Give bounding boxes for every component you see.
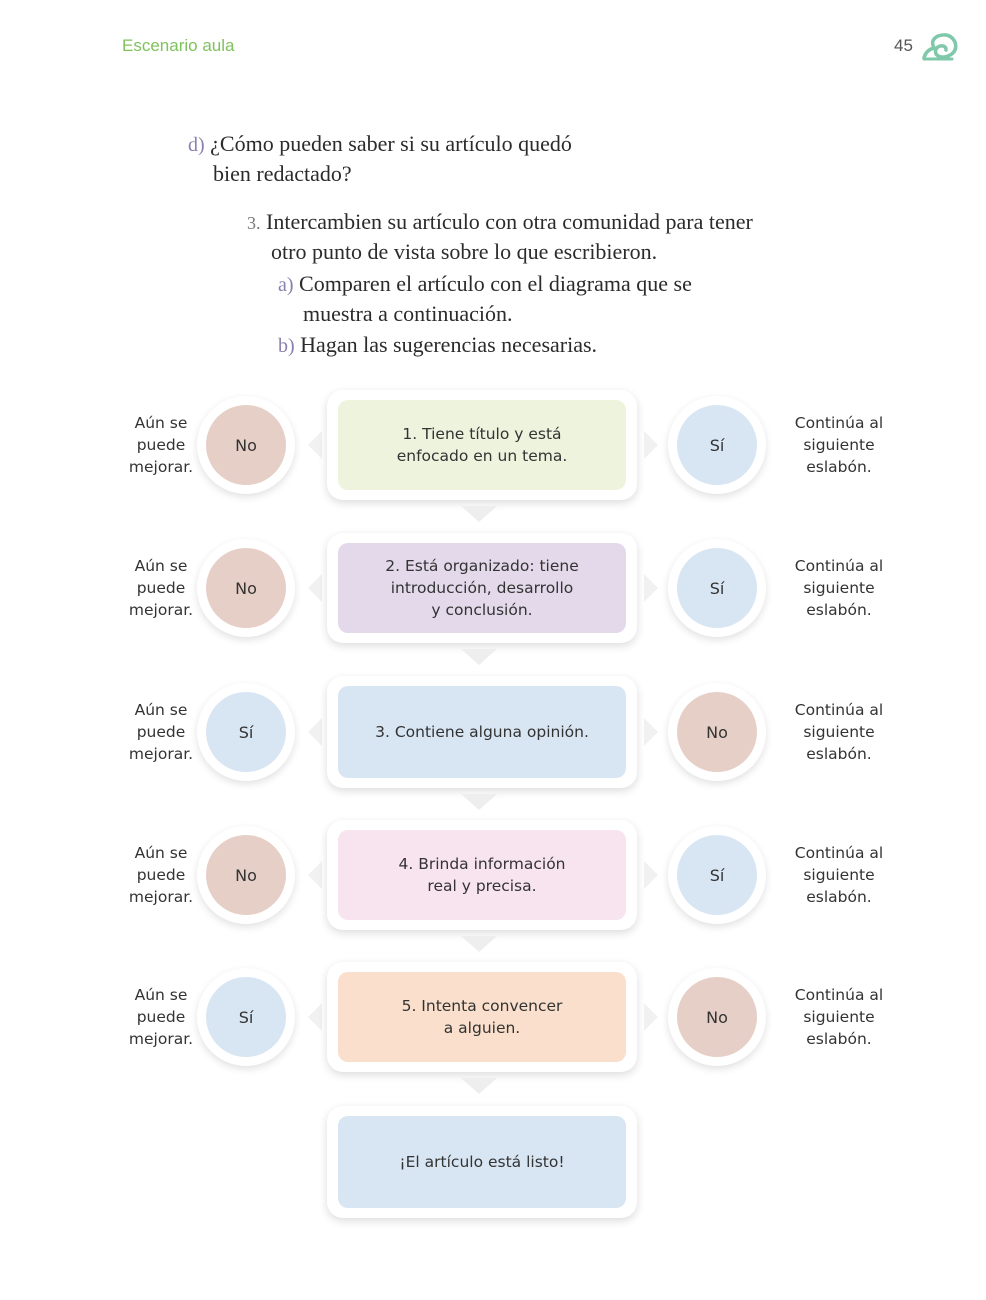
right-answer-5: No [677,977,757,1057]
step-text-3: 3. Contiene alguna opinión. [338,686,626,778]
left-label-5: Aún se puede mejorar. [128,986,194,1048]
item-3a [278,268,692,301]
right-arrow-1 [644,431,658,459]
left-answer-2: No [206,548,286,628]
left-arrow-3 [308,718,322,746]
step-text-5: 5. Intenta convencer a alguien. [338,972,626,1062]
down-arrow-2 [461,649,497,665]
right-arrow-5 [644,1003,658,1031]
step-text-1: 1. Tiene título y está enfocado en un tema. [338,400,626,490]
step-text-4: 4. Brinda información real y precisa. [338,830,626,920]
left-label-1: Aún se puede mejorar. [128,414,194,476]
step-box-1 [327,390,637,500]
left-arrow-1 [308,431,322,459]
item-3-line1: Intercambien su artículo con otra comunidad para tener [266,209,753,234]
step-box-3 [327,676,637,788]
page-number: 45 [894,36,913,55]
right-answer-2: Sí [677,548,757,628]
section-title: Escenario aula [122,36,235,55]
question-d-marker: d) [188,134,205,156]
left-answer-5: Sí [206,977,286,1057]
down-arrow-1 [461,506,497,522]
item-3a-marker: a) [278,274,294,296]
step-box-4 [327,820,637,930]
right-answer-3: No [677,692,757,772]
right-label-4: Continúa al siguiente eslabón. [794,844,884,906]
question-d-line1: ¿Cómo pueden saber si su artículo quedó [210,131,572,156]
right-answer-1: Sí [677,405,757,485]
step-text-2: 2. Está organizado: tiene introducción, desarrollo y conclusión. [338,543,626,633]
item-3-line2: otro punto de vista sobre lo que escribieron. [271,239,658,264]
left-label-2: Aún se puede mejorar. [128,557,194,619]
right-answer-circle-5 [668,968,766,1066]
right-arrow-4 [644,861,658,889]
question-d [188,128,572,161]
down-arrow-3 [461,794,497,810]
right-answer-circle-1 [668,396,766,494]
snail-logo-icon [922,32,958,62]
left-answer-circle-1 [197,396,295,494]
left-arrow-5 [308,1003,322,1031]
right-arrow-2 [644,574,658,602]
final-text: ¡El artículo está listo! [338,1116,626,1208]
right-answer-4: Sí [677,835,757,915]
left-answer-circle-2 [197,539,295,637]
item-3a-line2: muestra a continuación. [303,301,513,326]
right-answer-circle-2 [668,539,766,637]
item-3b-text: Hagan las sugerencias necesarias. [300,332,598,357]
right-label-3: Continúa al siguiente eslabón. [794,701,884,763]
down-arrow-5 [461,1078,497,1094]
left-answer-circle-4 [197,826,295,924]
left-answer-3: Sí [206,692,286,772]
question-d-line2: bien redactado? [213,161,352,186]
step-box-5 [327,962,637,1072]
final-box [327,1106,637,1218]
step-box-2 [327,533,637,643]
left-answer-circle-5 [197,968,295,1066]
right-label-1: Continúa al siguiente eslabón. [794,414,884,476]
item-3b-marker: b) [278,335,295,357]
right-arrow-3 [644,718,658,746]
item-3a-line1: Comparen el artículo con el diagrama que se [299,271,692,296]
right-answer-circle-3 [668,683,766,781]
item-3-marker: 3. [247,213,261,233]
left-label-4: Aún se puede mejorar. [128,844,194,906]
left-answer-circle-3 [197,683,295,781]
down-arrow-4 [461,936,497,952]
item-3b [278,329,597,362]
right-label-2: Continúa al siguiente eslabón. [794,557,884,619]
right-label-5: Continúa al siguiente eslabón. [794,986,884,1048]
left-answer-1: No [206,405,286,485]
item-3 [247,206,753,239]
left-arrow-4 [308,861,322,889]
right-answer-circle-4 [668,826,766,924]
left-answer-4: No [206,835,286,915]
left-label-3: Aún se puede mejorar. [128,701,194,763]
left-arrow-2 [308,574,322,602]
